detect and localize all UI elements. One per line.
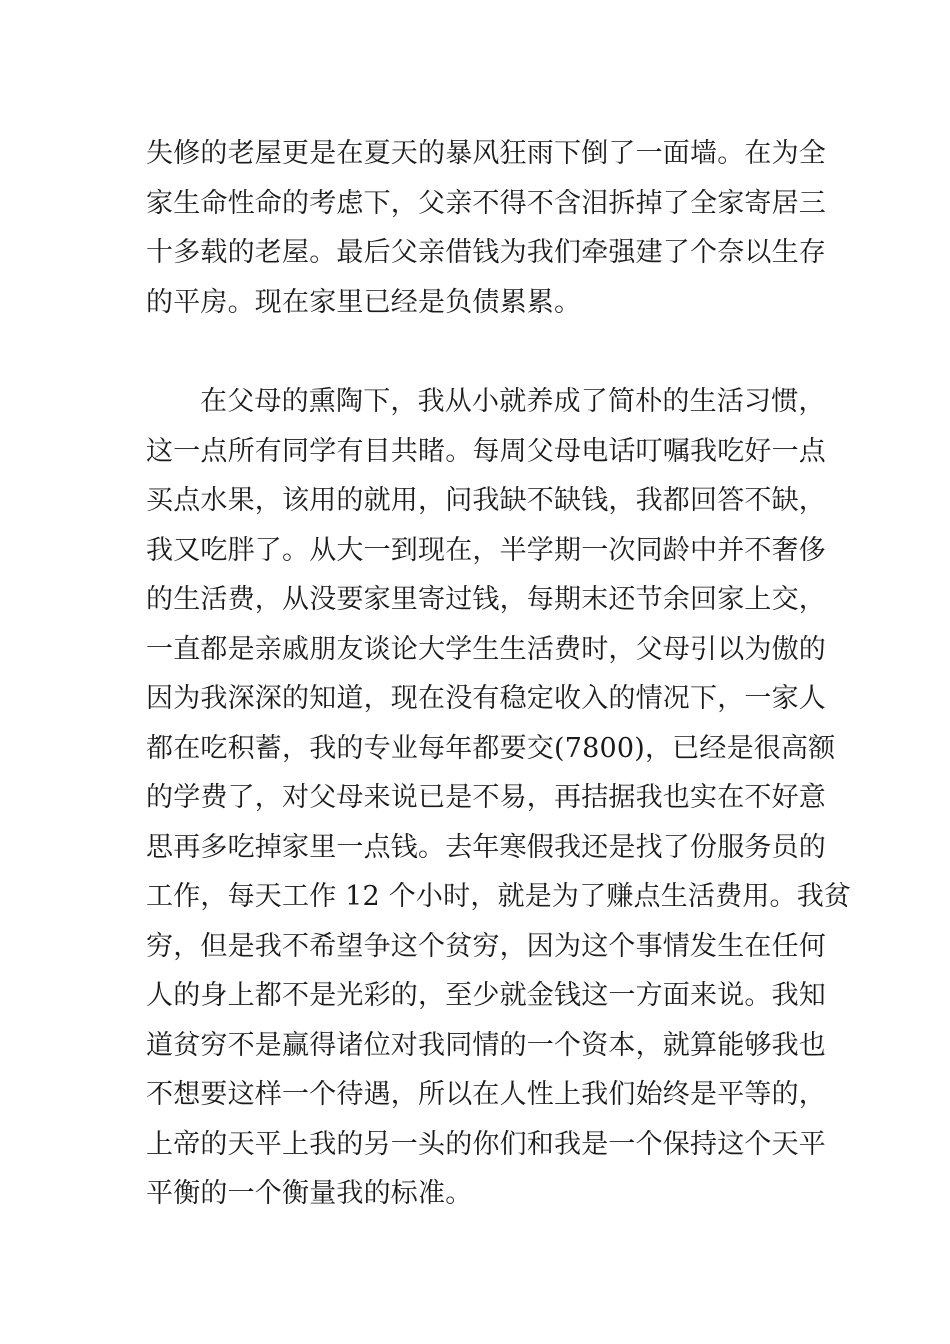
paragraph-line: 的平房。现在家里已经是负债累累。: [146, 286, 582, 318]
paragraph-line: 十多载的老屋。最后父亲借钱为我们牵强建了个奈以生存: [146, 237, 826, 268]
paragraph-line: 的学费了，对父母来说已是不易，再拮据我也实在不好意: [146, 782, 826, 813]
paragraph-line: 这一点所有同学有目共睹。每周父母电话叮嘱我吃好一点: [146, 435, 826, 467]
paragraph-line: 穷，但是我不希望争这个贫穷，因为这个事情发生在任何: [146, 930, 826, 962]
paragraph-line: 人的身上都不是光彩的，至少就金钱这一方面来说。我知: [146, 980, 826, 1011]
paragraph-line: 我又吃胖了。从大一到现在，半学期一次同龄中并不奢侈: [146, 534, 826, 566]
paragraph-line: 失修的老屋更是在夏天的暴风狂雨下倒了一面墙。在为全: [146, 138, 826, 169]
paragraph-line: 平衡的一个衡量我的标准。: [146, 1178, 473, 1209]
paragraph-line: 在父母的熏陶下，我从小就养成了简朴的生活习惯，: [200, 386, 826, 417]
paragraph-line: 都在吃积蓄，我的专业每年都要交(7800)，已经是很高额: [146, 732, 836, 764]
paragraph-1: [146, 129, 826, 327]
paragraph-2: [146, 377, 852, 1219]
paragraph-line: 不想要这样一个待遇，所以在人性上我们始终是平等的，: [146, 1079, 826, 1110]
paragraph-line: 因为我深深的知道，现在没有稳定收入的情况下，一家人: [146, 683, 826, 714]
paragraph-line: 买点水果，该用的就用，问我缺不缺钱，我都回答不缺，: [146, 485, 826, 516]
paragraph-line: 思再多吃掉家里一点钱。去年寒假我还是找了份服务员的: [146, 831, 826, 863]
paragraph-line: 一直都是亲戚朋友谈论大学生生活费时，父母引以为傲的: [146, 633, 826, 665]
paragraph-line: 的生活费，从没要家里寄过钱，每期末还节余回家上交，: [146, 584, 826, 615]
paragraph-line: 工作，每天工作 12 个小时，就是为了赚点生活费用。我贫: [146, 881, 852, 912]
paragraph-line: 上帝的天平上我的另一头的你们和我是一个保持这个天平: [146, 1128, 826, 1160]
paragraph-line: 家生命性命的考虑下，父亲不得不含泪拆掉了全家寄居三: [146, 187, 826, 219]
paragraph-line: 道贫穷不是赢得诸位对我同情的一个资本，就算能够我也: [146, 1029, 826, 1061]
